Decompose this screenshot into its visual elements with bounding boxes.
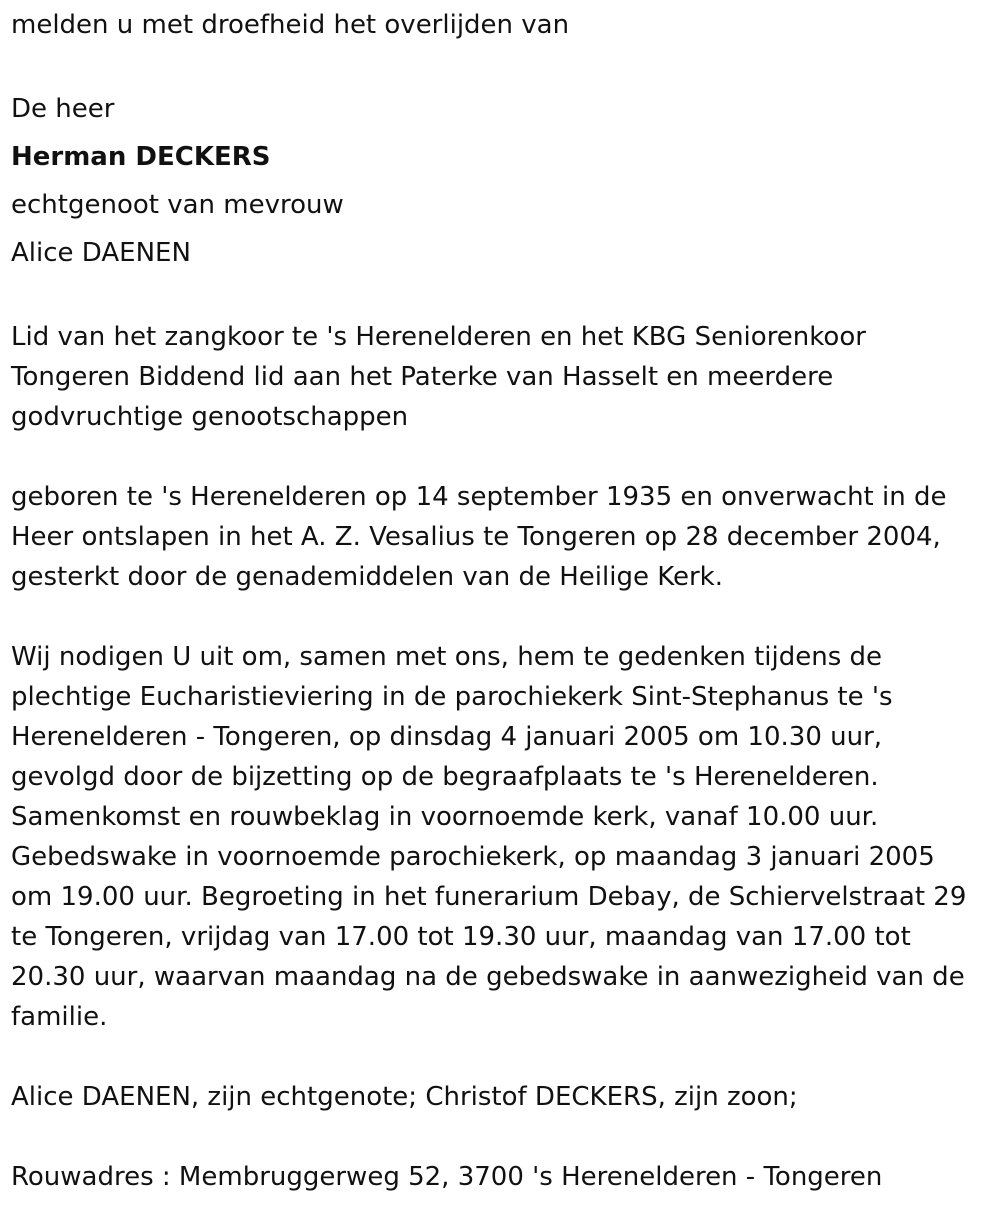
invitation-line: om 19.00 uur. Begroeting in het funerarium Debay, de Schiervelstraat 29 [11, 882, 967, 912]
invitation-line: Herenelderen - Tongeren, op dinsdag 4 januari 2005 om 10.30 uur, [11, 722, 883, 752]
spacer [11, 1117, 991, 1157]
birth-death-line: Heer ontslapen in het A. Z. Vesalius te Tongeren op 28 december 2004, [11, 522, 941, 552]
memberships-line: Lid van het zangkoor te 's Herenelderen en het KBG Seniorenkoor [11, 322, 866, 352]
spacer [11, 597, 991, 637]
intro-text: melden u met droefheid het overlijden van [11, 10, 570, 40]
spacer [11, 45, 991, 85]
spacer [11, 277, 991, 317]
invitation-line: familie. [11, 1002, 108, 1032]
invitation-line: gevolgd door de bijzetting op de begraafplaats te 's Herenelderen. [11, 762, 879, 792]
birth-death-line: geboren te 's Herenelderen op 14 september 1935 en onverwacht in de [11, 482, 947, 512]
invitation-line: te Tongeren, vrijdag van 17.00 tot 19.30 uur, maandag van 17.00 tot [11, 922, 911, 952]
memberships-line: godvruchtige genootschappen [11, 402, 409, 432]
memberships-paragraph [11, 317, 991, 437]
invitation-line: Wij nodigen U uit om, samen met ons, hem te gedenken tijdens de [11, 642, 883, 672]
spacer [11, 437, 991, 477]
invitation-line: 20.30 uur, waarvan maandag na de gebedswake in aanwezigheid van de [11, 962, 965, 992]
death-notice [11, 5, 991, 1197]
title-prefix: De heer [11, 94, 115, 124]
invitation-line: plechtige Eucharistieviering in de parochiekerk Sint-Stephanus te 's [11, 682, 893, 712]
birth-death-paragraph [11, 477, 991, 597]
relation-text: echtgenoot van mevrouw [11, 190, 344, 220]
spacer [11, 1037, 991, 1077]
birth-death-line: gesterkt door de genademiddelen van de Heilige Kerk. [11, 562, 723, 592]
invitation-line: Samenkomst en rouwbeklag in voornoemde kerk, vanaf 10.00 uur. [11, 802, 879, 832]
deceased-name: Herman DECKERS [11, 142, 271, 172]
address-line: Rouwadres : Membruggerweg 52, 3700 's Herenelderen - Tongeren [11, 1162, 883, 1192]
invitation-paragraph [11, 637, 991, 1037]
spouse-name: Alice DAENEN [11, 238, 191, 268]
invitation-line: Gebedswake in voornoemde parochiekerk, op maandag 3 januari 2005 [11, 842, 935, 872]
family-line: Alice DAENEN, zijn echtgenote; Christof DECKERS, zijn zoon; [11, 1082, 798, 1112]
memberships-line: Tongeren Biddend lid aan het Paterke van Hasselt en meerdere [11, 362, 834, 392]
